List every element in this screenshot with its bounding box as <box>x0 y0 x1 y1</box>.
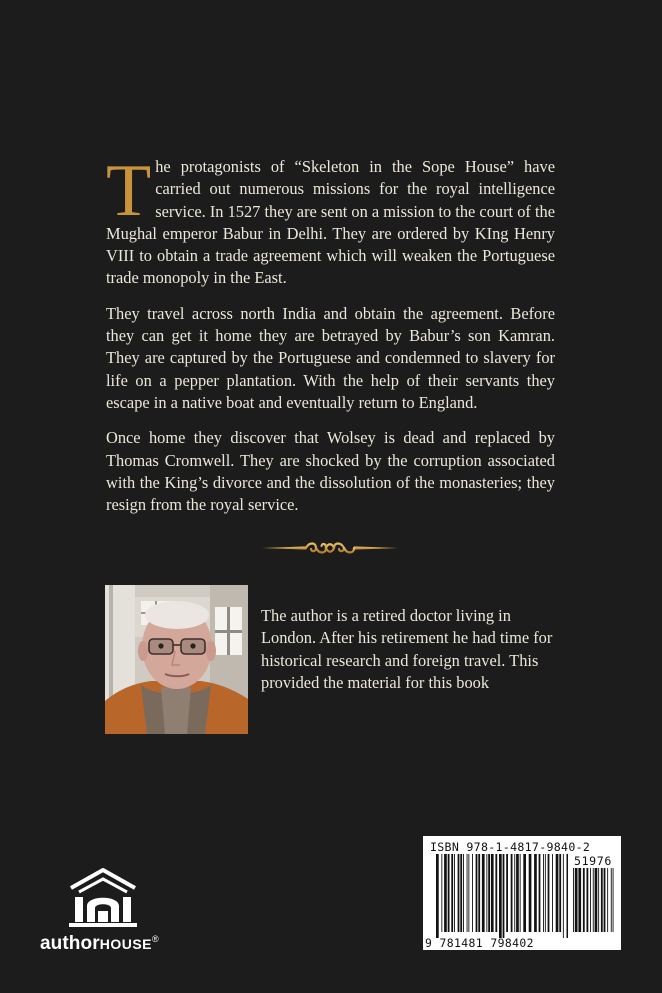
barcode-bar <box>451 854 453 932</box>
addon-digits: 51976 <box>574 854 612 868</box>
blurb-paragraph-1 <box>106 150 555 290</box>
barcode-bar <box>611 868 612 932</box>
barcode-bar <box>514 854 515 932</box>
blurb-paragraph-3: Once home they discover that Wolsey is dead and replaced by Thomas Cromwell. They are shocked by the corruption associated with the King’s divorce and the dissolution of the monasteries; they resign from the royal service. <box>106 428 555 515</box>
barcode-bar <box>478 854 480 932</box>
barcode-bar <box>593 868 594 932</box>
barcode-bar <box>503 854 505 938</box>
barcode-bar <box>613 868 614 932</box>
isbn-barcode <box>423 836 621 950</box>
barcode-bar <box>548 854 550 932</box>
barcode-bar <box>590 868 591 932</box>
blurb-paragraph-1-text: he protagonists of “Skeleton in the Sope House” have carried out numerous missions for the royal intelligence service. In 1527 they are sent on a mission to the court of the Mughal emperor Babur in Delhi. They are ordered by KIng Henry VIII to obtain a trade agreement which will weaken the Portuguese trade monopoly in the East. <box>106 157 555 288</box>
barcode-bar <box>506 854 508 932</box>
drop-cap: T <box>106 150 152 232</box>
author-bio: The author is a retired doctor living in London. After his retirement he had time for historical research and foreign travel. This provided the material for this book <box>261 606 553 693</box>
barcode-bar <box>534 854 537 932</box>
barcode-bar <box>595 868 598 932</box>
barcode-bar <box>601 868 603 932</box>
barcode-bar <box>436 854 439 938</box>
barcode-bar <box>523 854 526 932</box>
authorhouse-logo-icon <box>65 866 141 928</box>
barcode-bar <box>516 854 519 932</box>
barcode-bar <box>441 854 442 932</box>
barcode-bar <box>604 868 606 932</box>
barcode-bar <box>486 854 487 932</box>
barcode-bar <box>556 854 559 932</box>
barcode-bar <box>578 868 581 932</box>
barcode-bar <box>454 854 455 932</box>
barcode-bar <box>575 868 578 932</box>
ean13-bars <box>436 854 568 938</box>
barcode-bar <box>567 854 569 938</box>
isbn-text: ISBN 978-1-4817-9840-2 <box>430 840 591 854</box>
barcode-bar <box>476 854 478 932</box>
gold-scroll-divider-icon <box>262 540 398 556</box>
barcode-bar <box>552 854 553 932</box>
barcode-bar <box>472 854 473 932</box>
barcode-bar <box>448 854 450 932</box>
barcode-bar <box>499 854 502 938</box>
blurb-paragraph-2: They travel across north India and obtain the agreement. Before they can get it home they are betrayed by Babur’s son Kamran. They are captured by the Portuguese and condemned to slavery for life on a pepper plantation. With the help of their servants they escape in a native boat and eventually return to England. <box>106 303 555 412</box>
barcode-bar <box>607 868 608 932</box>
barcode-bar <box>583 868 585 932</box>
barcode-bar <box>543 854 544 932</box>
barcode-bar <box>467 854 468 932</box>
registered-mark: ® <box>152 934 159 944</box>
barcode-bar <box>587 868 589 932</box>
barcode-bar <box>563 854 564 938</box>
publisher-wordmark <box>40 933 159 955</box>
barcode-bar <box>511 854 513 932</box>
ean-digits: 9 781481 798402 <box>425 936 534 950</box>
addon-bars <box>573 868 615 938</box>
author-photo <box>105 585 248 734</box>
barcode-bar <box>458 854 460 932</box>
barcode-bar <box>559 854 561 932</box>
blurb-text <box>106 150 555 529</box>
barcode-bar <box>463 854 464 932</box>
barcode-bar <box>491 854 494 932</box>
barcode-bar <box>573 868 574 932</box>
barcode-bar <box>520 854 521 932</box>
barcode-bar <box>598 868 599 932</box>
barcode-bar <box>529 854 532 932</box>
publisher-wordmark-house: HOUSE <box>99 936 153 952</box>
publisher-wordmark-author: author <box>40 933 100 954</box>
barcode-bar <box>468 854 469 932</box>
publisher-logo <box>40 866 180 962</box>
barcode-bar <box>545 854 546 932</box>
barcode-bar <box>539 854 541 932</box>
barcode-bar <box>460 854 462 932</box>
barcode-bar <box>495 854 497 932</box>
barcode-bar <box>482 854 485 932</box>
barcode-bar <box>488 854 490 932</box>
barcode-bar <box>444 854 447 932</box>
